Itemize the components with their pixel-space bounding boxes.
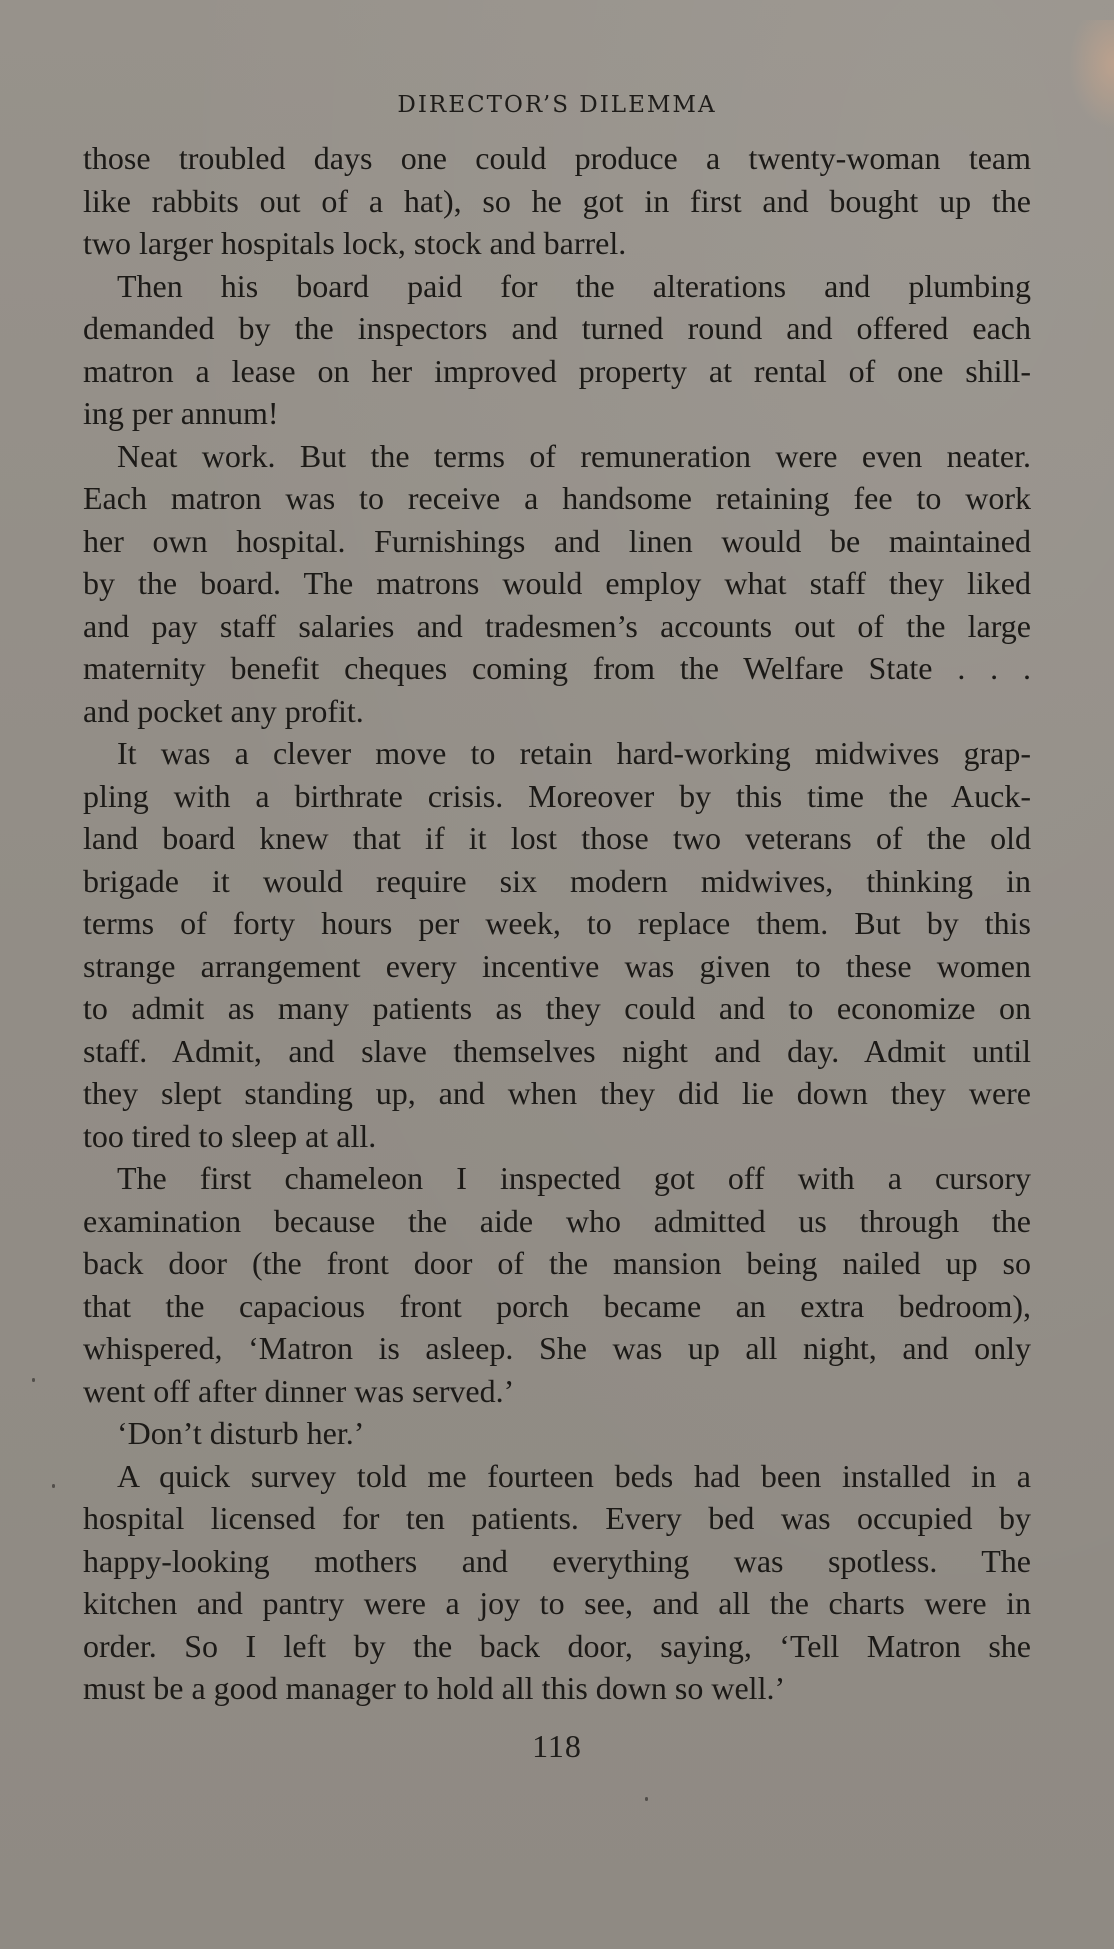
text-line: Each matron was to receive a handsome retaining fee to work xyxy=(83,480,1031,516)
text-line: The first chameleon I inspected got off with a cursory xyxy=(117,1160,1031,1196)
text-line: like rabbits out of a hat), so he got in first and bought up the xyxy=(83,182,1031,219)
text-line: staff. Admit, and slave themselves night and day. Admit until xyxy=(83,1032,1031,1069)
page-number: 118 xyxy=(532,1728,582,1764)
text-line: terms of forty hours per week, to replace them. But by this xyxy=(83,905,1031,941)
text-line: ing per annum! xyxy=(83,395,279,431)
text-line: back door (the front door of the mansion being nailed up so xyxy=(83,1245,1031,1281)
text-line: ‘Don’t disturb her.’ xyxy=(117,1415,365,1451)
text-line: happy-looking mothers and everything was spotless. The xyxy=(83,1542,1031,1579)
text-line: they slept standing up, and when they did lie down they were xyxy=(83,1075,1031,1111)
text-line: her own hospital. Furnishings and linen would be maintained xyxy=(83,522,1031,559)
text-line: maternity benefit cheques coming from the Welfare State . . . xyxy=(83,650,1031,686)
text-line: Then his board paid for the alterations and plumbing xyxy=(117,267,1031,304)
text-line: and pay staff salaries and tradesmen’s accounts out of the large xyxy=(83,607,1031,644)
text-line: two larger hospitals lock, stock and barrel. xyxy=(83,225,627,261)
text-line: order. So I left by the back door, saying, ‘Tell Matron she xyxy=(83,1627,1031,1664)
speck xyxy=(32,1378,35,1382)
body-text xyxy=(83,137,1031,1710)
text-line: land board knew that if it lost those two veterans of the old xyxy=(83,820,1031,856)
text-line: too tired to sleep at all. xyxy=(83,1117,377,1154)
text-line: strange arrangement every incentive was given to these women xyxy=(83,947,1031,984)
text-line: A quick survey told me fourteen beds had been installed in a xyxy=(117,1457,1031,1494)
speck xyxy=(645,1797,648,1801)
text-line: by the board. The matrons would employ what staff they liked xyxy=(83,565,1031,601)
text-line: to admit as many patients as they could and to economize on xyxy=(83,990,1031,1026)
text-line: matron a lease on her improved property at rental of one shill- xyxy=(83,352,1031,389)
text-line: went off after dinner was served.’ xyxy=(83,1372,515,1409)
text-line: demanded by the inspectors and turned round and offered each xyxy=(83,310,1031,346)
text-line: that the capacious front porch became an extra bedroom), xyxy=(83,1287,1031,1324)
text-line: whispered, ‘Matron is asleep. She was up all night, and only xyxy=(83,1330,1031,1366)
text-line: kitchen and pantry were a joy to see, and all the charts were in xyxy=(83,1585,1031,1621)
text-line: examination because the aide who admitted us through the xyxy=(83,1202,1031,1239)
text-line: It was a clever move to retain hard-working midwives grap- xyxy=(117,735,1031,771)
text-line: hospital licensed for ten patients. Every bed was occupied by xyxy=(83,1500,1031,1536)
text-line: and pocket any profit. xyxy=(83,692,364,729)
text-line: must be a good manager to hold all this down so well.’ xyxy=(83,1670,786,1706)
text-line: pling with a birthrate crisis. Moreover by this time the Auck- xyxy=(83,777,1031,814)
running-head: DIRECTOR’S DILEMMA xyxy=(397,92,717,118)
text-line: those troubled days one could produce a twenty-woman team xyxy=(83,140,1031,176)
text-line: Neat work. But the terms of remuneration were even neater. xyxy=(117,437,1031,474)
text-line: brigade it would require six modern midwives, thinking in xyxy=(83,862,1031,899)
speck xyxy=(52,1484,55,1488)
